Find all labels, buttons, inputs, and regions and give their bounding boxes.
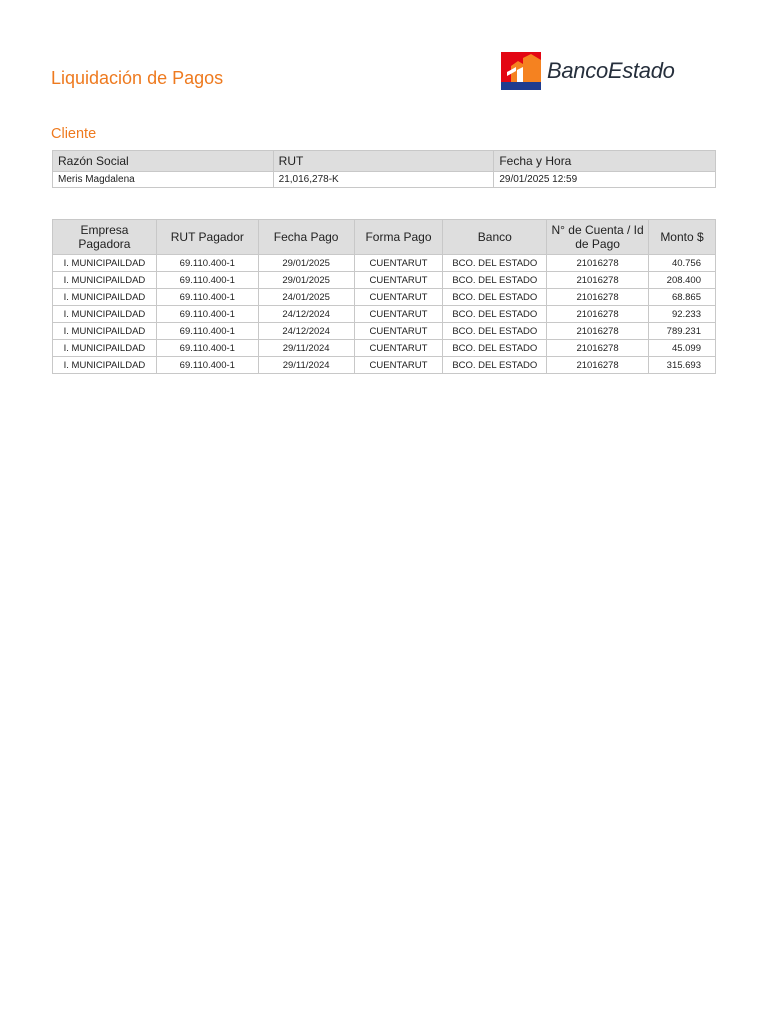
client-section-title: Cliente [51, 126, 97, 142]
column-header-fecha-pago: Fecha Pago [258, 220, 354, 255]
column-header-banco: Banco [443, 220, 547, 255]
rut-pagador-cell: 69.110.400-1 [156, 255, 258, 272]
rut-pagador-cell: 69.110.400-1 [156, 306, 258, 323]
column-header-cuenta: N° de Cuenta / Id de Pago [547, 220, 649, 255]
forma-pago-cell: CUENTARUT [354, 255, 443, 272]
payments-header-row [53, 220, 716, 255]
table-row [53, 306, 716, 323]
column-header-forma-pago: Forma Pago [354, 220, 443, 255]
rut-pagador-cell: 69.110.400-1 [156, 340, 258, 357]
banco-cell: BCO. DEL ESTADO [443, 306, 547, 323]
empresa-cell: I. MUNICIPAILDAD [53, 340, 157, 357]
forma-pago-cell: CUENTARUT [354, 340, 443, 357]
forma-pago-cell: CUENTARUT [354, 272, 443, 289]
table-row [53, 357, 716, 374]
cuenta-cell: 21016278 [547, 323, 649, 340]
client-fecha-hora: 29/01/2025 12:59 [494, 172, 716, 188]
rut-pagador-cell: 69.110.400-1 [156, 323, 258, 340]
monto-cell: 68.865 [649, 289, 716, 306]
fecha-pago-cell: 24/12/2024 [258, 323, 354, 340]
empresa-cell: I. MUNICIPAILDAD [53, 357, 157, 374]
fecha-pago-cell: 29/11/2024 [258, 357, 354, 374]
rut-pagador-cell: 69.110.400-1 [156, 289, 258, 306]
monto-cell: 789.231 [649, 323, 716, 340]
page-title: Liquidación de Pagos [51, 68, 224, 88]
banco-cell: BCO. DEL ESTADO [443, 272, 547, 289]
forma-pago-cell: CUENTARUT [354, 306, 443, 323]
fecha-pago-cell: 29/01/2025 [258, 255, 354, 272]
cuenta-cell: 21016278 [547, 306, 649, 323]
logo-text: BancoEstado [547, 58, 675, 83]
empresa-cell: I. MUNICIPAILDAD [53, 255, 157, 272]
column-header-monto: Monto $ [649, 220, 716, 255]
table-row [53, 323, 716, 340]
cuenta-cell: 21016278 [547, 340, 649, 357]
table-row [53, 255, 716, 272]
empresa-cell: I. MUNICIPAILDAD [53, 289, 157, 306]
cuenta-cell: 21016278 [547, 272, 649, 289]
empresa-cell: I. MUNICIPAILDAD [53, 306, 157, 323]
monto-cell: 92.233 [649, 306, 716, 323]
banco-cell: BCO. DEL ESTADO [443, 340, 547, 357]
fecha-pago-cell: 24/12/2024 [258, 306, 354, 323]
forma-pago-cell: CUENTARUT [354, 323, 443, 340]
monto-cell: 315.693 [649, 357, 716, 374]
bancoestado-logo [501, 52, 675, 90]
column-header-empresa-pagadora: Empresa Pagadora [53, 220, 157, 255]
monto-cell: 45.099 [649, 340, 716, 357]
banco-cell: BCO. DEL ESTADO [443, 289, 547, 306]
monto-cell: 40.756 [649, 255, 716, 272]
forma-pago-cell: CUENTARUT [354, 289, 443, 306]
column-header-rut: RUT [273, 151, 494, 172]
client-razon-social: Meris Magdalena [53, 172, 274, 188]
client-rut: 21,016,278-K [273, 172, 494, 188]
cuenta-cell: 21016278 [547, 289, 649, 306]
empresa-cell: I. MUNICIPAILDAD [53, 323, 157, 340]
banco-cell: BCO. DEL ESTADO [443, 323, 547, 340]
cuenta-cell: 21016278 [547, 357, 649, 374]
fecha-pago-cell: 29/11/2024 [258, 340, 354, 357]
forma-pago-cell: CUENTARUT [354, 357, 443, 374]
empresa-cell: I. MUNICIPAILDAD [53, 272, 157, 289]
column-header-fecha-hora: Fecha y Hora [494, 151, 716, 172]
table-row [53, 289, 716, 306]
monto-cell: 208.400 [649, 272, 716, 289]
client-header-row [53, 151, 716, 172]
column-header-razon-social: Razón Social [53, 151, 274, 172]
column-header-rut-pagador: RUT Pagador [156, 220, 258, 255]
rut-pagador-cell: 69.110.400-1 [156, 272, 258, 289]
banco-cell: BCO. DEL ESTADO [443, 357, 547, 374]
fecha-pago-cell: 24/01/2025 [258, 289, 354, 306]
fecha-pago-cell: 29/01/2025 [258, 272, 354, 289]
table-row [53, 340, 716, 357]
client-table [52, 150, 716, 188]
cuenta-cell: 21016278 [547, 255, 649, 272]
table-row [53, 272, 716, 289]
bancoestado-logo-icon [501, 52, 541, 90]
banco-cell: BCO. DEL ESTADO [443, 255, 547, 272]
client-row [53, 172, 716, 188]
rut-pagador-cell: 69.110.400-1 [156, 357, 258, 374]
payments-table [52, 219, 716, 374]
